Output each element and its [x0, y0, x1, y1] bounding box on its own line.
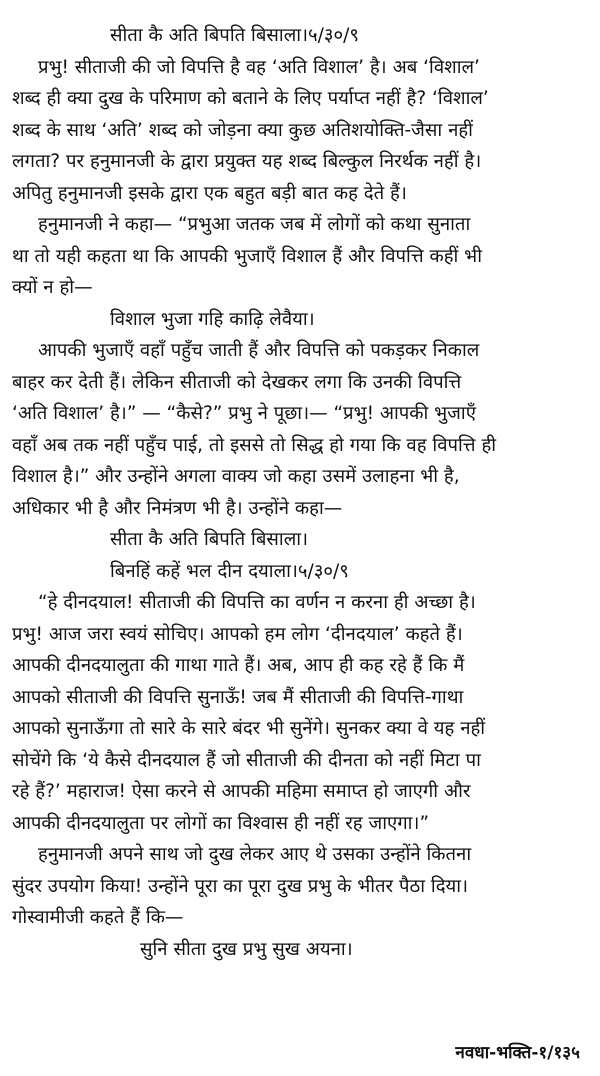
text-line: “हे दीनदयाल! सीताजी की विपत्ति का वर्णन न करना ही अच्छा है।	[38, 592, 476, 613]
verse-line: विशाल भुजा गहि काढ़ि लेवैया।	[110, 308, 315, 330]
text-line: वहाँ अब तक नहीं पहुँच पाई, तो इससे तो सिद्ध हो गया कि वह विपत्ति ही	[12, 434, 497, 456]
text-line: ‘अति विशाल’ है।” — “कैसे?” प्रभु ने पूछा।— “प्रभु! आपकी भुजाएँ	[12, 403, 476, 424]
text-line: हनुमानजी अपने साथ जो दुख लेकर आए थे उसका उन्होंने कितना	[38, 844, 472, 865]
text-line: क्यों न हो—	[12, 277, 93, 298]
text-line: प्रभु! सीताजी की जो विपत्ति है वह ‘अति विशाल’ है। अब ‘विशाल’	[38, 56, 480, 78]
text-line: आपको सीताजी की विपत्ति सुनाऊँ! जब मैं सीताजी की विपत्ति-गाथा	[12, 686, 464, 708]
text-line: आपकी दीनदयालुता पर लोगों का विश्वास ही नहीं रह जाएगा।”	[12, 812, 430, 834]
text-line: अधिकार भी है और निमंत्रण भी है। उन्होंने कहा—	[12, 497, 343, 519]
text-line: रहे हैं?’ महाराज! ऐसा करने से आपकी महिमा समाप्त हो जाएगी और	[12, 781, 471, 802]
text-line: बाहर कर देती हैं। लेकिन सीताजी को देखकर लगा कि उनकी विपत्ति	[12, 371, 462, 393]
page-footer: नवधा-भक्ति-१/१३५	[455, 1043, 580, 1063]
text-line: सुंदर उपयोग किया! उन्होंने पूरा का पूरा दुख प्रभु के भीतर पैठा दिया।	[12, 875, 469, 897]
text-line: शब्द ही क्या दुख के परिमाण को बताने के लिए पर्याप्त नहीं है? ‘विशाल’	[12, 88, 489, 109]
text-line: शब्द के साथ ‘अति’ शब्द को जोड़ना क्या कुछ अतिशयोक्ति-जैसा नहीं	[12, 119, 473, 141]
verse-line: सीता कै अति बिपति बिसाला।	[110, 529, 309, 550]
text-line: सोचेंगे कि ‘ये कैसे दीनदयाल हैं जो सीताजी की दीनता को नहीं मिटा पा	[12, 749, 481, 771]
text-line: आपकी दीनदयालुता की गाथा गाते हैं। अब, आप ही कह रहे हैं कि मैं	[12, 655, 465, 676]
text-line: आपकी भुजाएँ वहाँ पहुँच जाती हैं और विपत्ति को पकड़कर निकाल	[38, 340, 480, 361]
text-line: लगता? पर हनुमानजी के द्वारा प्रयुक्त यह शब्द बिल्कुल निरर्थक नहीं है।	[12, 151, 482, 172]
text-line: हनुमानजी ने कहा— “प्रभुआ जतक जब में लोगों को कथा सुनाता	[38, 214, 471, 235]
text-line: गोस्वामीजी कहते हैं कि—	[12, 907, 184, 928]
text-line: विशाल है।” और उन्होंने अगला वाक्य जो कहा उसमें उलाहना भी है,	[12, 466, 460, 487]
text-line: आपको सुनाऊँगा तो सारे के सारे बंदर भी सुनेंगे। सुनकर क्या वे यह नहीं	[12, 718, 486, 739]
verse-line: सुनि सीता दुख प्रभु सुख अयना।	[140, 938, 353, 960]
verse-line: सीता कै अति बिपति बिसाला।५/३०/९	[110, 25, 359, 46]
verse-line: बिनहिं कहें भल दीन दयाला।५/३०/९	[110, 560, 349, 582]
text-line: था तो यही कहता था कि आपकी भुजाएँ विशाल हैं और विपत्ति कहीं भी	[12, 245, 482, 267]
text-line: प्रभु! आज जरा स्वयं सोचिए। आपको हम लोग ‘दीनदयाल’ कहते हैं।	[12, 623, 463, 645]
text-line: अपितु हनुमानजी इसके द्वारा एक बहुत बड़ी बात कह देते हैं।	[12, 182, 407, 204]
page-body-text	[12, 20, 582, 965]
